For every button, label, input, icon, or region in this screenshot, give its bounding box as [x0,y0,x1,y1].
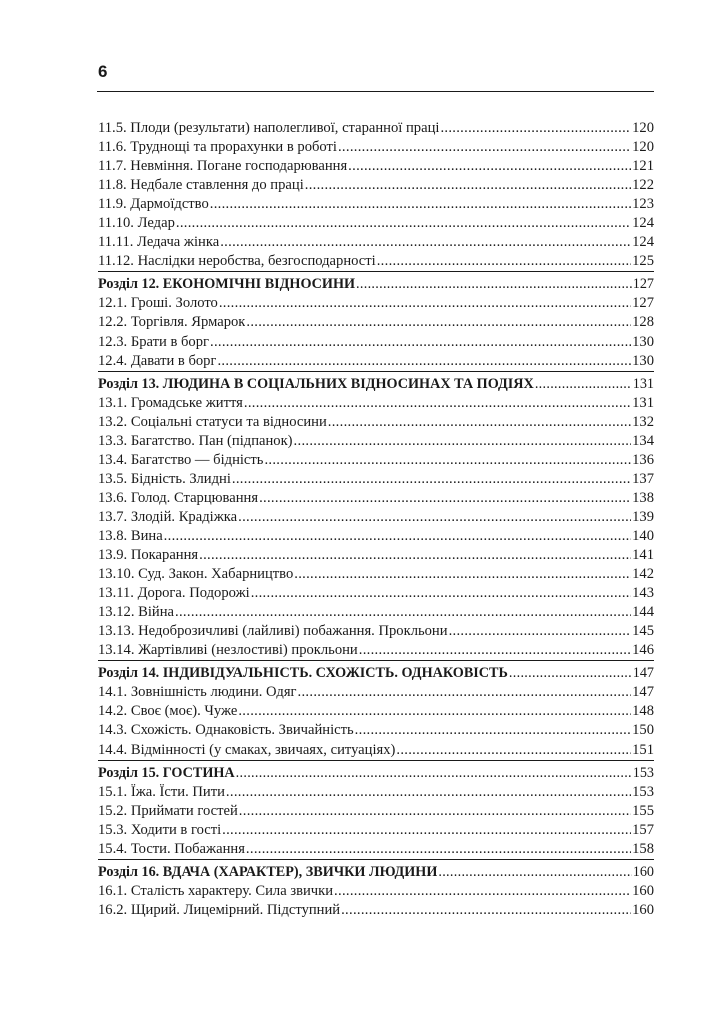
entry-title: 14.1. Зовнішність людини. Одяг [98,684,297,701]
dot-leader [377,252,631,271]
chapter-title: Розділ 12. ЕКОНОМІЧНІ ВІДНОСИНИ [98,276,356,293]
chapter-title: Розділ 13. ЛЮДИНА В СОЦІАЛЬНИХ ВІДНОСИНАХ ТА ПОДІЯХ [98,375,534,392]
entry-title: 14.4. Відмінності (у смаках, звичаях, ситуаціях) [98,741,396,758]
entry-title: 15.1. Їжа. Їсти. Пити [98,783,225,800]
toc-entry [98,157,654,176]
page-ref: 127 [632,295,654,312]
entry-title: 12.4. Давати в борг [98,352,217,369]
entry-title: 13.7. Злодій. Крадіжка [98,508,238,525]
page-ref: 151 [632,741,654,758]
toc-entry [98,821,654,840]
entry-title: 13.1. Громадське життя [98,394,243,411]
dot-leader [396,741,631,760]
page-ref: 160 [632,882,654,899]
entry-title: 13.10. Суд. Закон. Хабарництво [98,566,294,583]
entry-title: 13.6. Голод. Старцювання [98,489,259,506]
page-ref: 141 [632,547,654,564]
dot-leader [259,489,631,508]
toc-section [98,764,654,860]
toc-entry [98,470,654,489]
page-ref: 153 [632,764,654,781]
toc-chapter-heading [98,863,654,882]
page-ref: 150 [632,722,654,739]
page-ref: 121 [632,158,654,175]
toc-section [98,275,654,371]
page-ref: 122 [632,177,654,194]
toc-entry [98,138,654,157]
dot-leader [246,313,631,332]
page-ref: 128 [632,314,654,331]
toc-entry [98,546,654,565]
page-ref: 147 [632,665,654,682]
page-ref: 160 [632,901,654,918]
toc-entry [98,882,654,901]
dot-leader [210,333,631,352]
page-ref: 130 [632,352,654,369]
toc-entry [98,214,654,233]
dot-leader [246,840,631,859]
dot-leader [164,527,631,546]
entry-title: 15.4. Тости. Побажання [98,840,245,857]
toc-section [98,375,654,662]
entry-title: 11.6. Труднощі та прорахунки в роботі [98,139,337,156]
toc-entry [98,233,654,252]
dot-leader [294,565,631,584]
page-ref: 139 [632,508,654,525]
entry-title: 15.2. Приймати гостей [98,802,238,819]
entry-title: 13.4. Багатство — бідність [98,451,264,468]
toc-entry [98,195,654,214]
page-ref: 153 [632,783,654,800]
entry-title: 13.14. Жартівливі (незлостиві) прокльони [98,642,358,659]
toc-entry [98,294,654,313]
toc-entry [98,119,654,138]
entry-title: 11.9. Дармоїдство [98,196,209,213]
dot-leader [226,783,631,802]
toc-entry [98,565,654,584]
page-ref: 140 [632,527,654,544]
dot-leader [239,802,631,821]
page-ref: 142 [632,566,654,583]
entry-title: 16.2. Щирий. Лицемірний. Підступний [98,901,341,918]
dot-leader [222,821,631,840]
dot-leader [199,546,631,565]
dot-leader [220,233,631,252]
dot-leader [298,683,632,702]
page-ref: 127 [632,276,654,293]
page-ref: 131 [632,375,654,392]
page-ref: 155 [632,802,654,819]
toc-entry [98,721,654,740]
entry-title: 15.3. Ходити в гості [98,821,222,838]
toc-entry [98,394,654,413]
dot-leader [355,721,631,740]
dot-leader [356,275,632,294]
dot-leader [236,764,632,783]
dot-leader [535,375,632,394]
toc-entry [98,176,654,195]
dot-leader [264,451,631,470]
entry-title: 13.13. Недоброзичливі (лайливі) побажання. Прокльони [98,623,448,640]
entry-title: 11.7. Невміння. Погане господарювання [98,158,348,175]
entry-title: 13.2. Соціальні статуси та відносини [98,413,327,430]
toc-entry [98,741,654,760]
page-ref: 148 [632,703,654,720]
toc-entry [98,508,654,527]
page-ref: 147 [632,684,654,701]
dot-leader [217,352,631,371]
dot-leader [305,176,631,195]
toc-entry [98,313,654,332]
entry-title: 12.3. Брати в борг [98,333,209,350]
dot-leader [238,508,631,527]
toc-entry [98,641,654,660]
dot-leader [251,584,631,603]
toc-entry [98,603,654,622]
toc-entry [98,489,654,508]
dot-leader [341,901,631,920]
page-ref: 123 [632,196,654,213]
toc-entry [98,683,654,702]
entry-title: 11.8. Недбале ставлення до праці [98,177,304,194]
page-ref: 144 [632,604,654,621]
page-ref: 145 [632,623,654,640]
toc-section [98,664,654,760]
toc-entry [98,840,654,859]
toc-entry [98,352,654,371]
page-ref: 120 [632,120,654,136]
dot-leader [440,119,631,138]
page-ref: 132 [632,413,654,430]
entry-title: 11.11. Ледача жінка [98,234,220,251]
header-rule [97,91,654,92]
dot-leader [438,863,631,882]
dot-leader [294,432,632,451]
dot-leader [509,664,632,683]
dot-leader [338,138,631,157]
entry-title: 13.12. Війна [98,604,175,621]
entry-title: 16.1. Сталість характеру. Сила звички [98,882,334,899]
entry-title: 12.2. Торгівля. Ярмарок [98,314,246,331]
page-ref: 120 [632,139,654,156]
page-ref: 160 [632,863,654,880]
dot-leader [175,603,631,622]
page-ref: 134 [632,432,654,449]
entry-title: 11.10. Ледар [98,215,175,232]
page-ref: 157 [632,821,654,838]
page-ref: 158 [632,840,654,857]
toc-entry [98,702,654,721]
page-ref: 138 [632,489,654,506]
page-ref: 146 [632,642,654,659]
page-ref: 125 [632,253,654,270]
entry-title: 11.5. Плоди (результати) наполегливої, старанної праці [98,120,440,136]
toc-chapter-heading [98,664,654,683]
dot-leader [210,195,631,214]
table-of-contents [98,119,654,923]
toc-entry [98,527,654,546]
toc-entry [98,783,654,802]
toc-entry [98,252,654,271]
page-ref: 130 [632,333,654,350]
toc-chapter-heading [98,764,654,783]
entry-title: 14.2. Своє (моє). Чуже [98,703,238,720]
dot-leader [449,622,632,641]
toc-entry [98,622,654,641]
toc-chapter-heading [98,375,654,394]
toc-entry [98,802,654,821]
entry-title: 14.3. Схожість. Однаковість. Звичайність [98,722,354,739]
chapter-title: Розділ 16. ВДАЧА (ХАРАКТЕР), ЗВИЧКИ ЛЮДИНИ [98,863,438,880]
entry-title: 12.1. Гроші. Золото [98,295,218,312]
toc-entry [98,333,654,352]
chapter-title: Розділ 14. ІНДИВІДУАЛЬНІСТЬ. СХОЖІСТЬ. ОДНАКОВІСТЬ [98,665,508,682]
chapter-title: Розділ 15. ГОСТИНА [98,764,235,781]
toc-entry [98,584,654,603]
entry-title: 11.12. Наслідки неробства, безгосподарності [98,253,376,270]
toc-entry [98,413,654,432]
dot-leader [348,157,631,176]
toc-section [98,863,654,920]
page-ref: 136 [632,451,654,468]
dot-leader [219,294,631,313]
page-ref: 143 [632,585,654,602]
entry-title: 13.3. Багатство. Пан (підпанок) [98,432,293,449]
toc-section [98,119,654,272]
dot-leader [244,394,631,413]
toc-entry [98,901,654,920]
page-ref: 131 [632,394,654,411]
dot-leader [359,641,631,660]
entry-title: 13.11. Дорога. Подорожі [98,585,250,602]
entry-title: 13.9. Покарання [98,547,199,564]
toc-entry [98,451,654,470]
page-ref: 137 [632,470,654,487]
page-ref: 124 [632,234,654,251]
entry-title: 13.8. Вина [98,527,163,544]
dot-leader [328,413,631,432]
dot-leader [238,702,631,721]
toc-entry [98,432,654,451]
page-number: 6 [98,62,108,81]
dot-leader [232,470,631,489]
entry-title: 13.5. Бідність. Злидні [98,470,231,487]
dot-leader [176,214,631,233]
toc-chapter-heading [98,275,654,294]
page-ref: 124 [632,215,654,232]
dot-leader [334,882,631,901]
